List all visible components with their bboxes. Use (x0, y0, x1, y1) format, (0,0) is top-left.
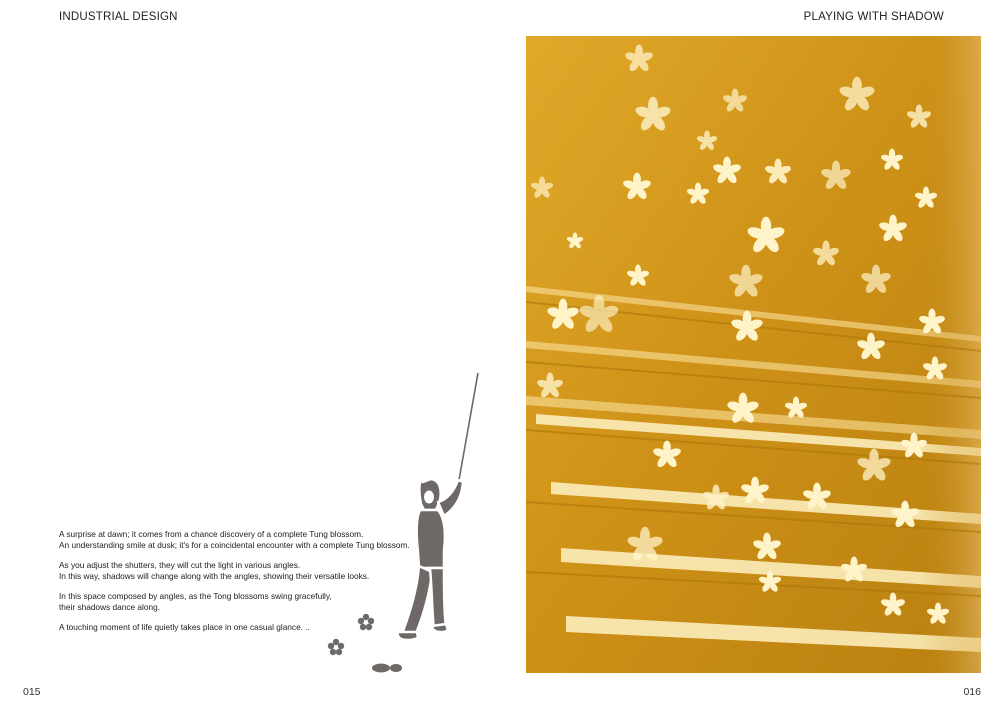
left-page-header: INDUSTRIAL DESIGN (59, 11, 178, 23)
paragraph-3: In this space composed by angles, as the Tong blossoms swing gracefully, their shadows dance along. (59, 591, 332, 612)
floor-blossom-1 (358, 614, 374, 630)
right-page-number: 016 (963, 686, 981, 698)
paragraph-4: A touching moment of life quietly takes place in one casual glance. .. (59, 622, 310, 632)
right-page-header: PLAYING WITH SHADOW (803, 11, 944, 23)
shutter-shadow-photo (526, 36, 981, 673)
shutter-edge-highlight (921, 36, 981, 673)
paragraph-2: As you adjust the shutters, they will cut the light in various angles. In this way, shadows will change along with the angles, showing their versatile looks. (59, 560, 370, 581)
floor-blossom-3 (372, 664, 402, 673)
face-shape (424, 491, 434, 504)
floor-blossom-shadows (328, 614, 402, 673)
pole-line (459, 373, 478, 480)
left-page-number: 015 (23, 686, 41, 698)
girl-with-pole-illustration (320, 368, 490, 680)
floor-blossom-2 (328, 639, 344, 655)
paragraph-1: A surprise at dawn; it comes from a chance discovery of a complete Tung blossom. An understanding smile at dusk; it's for a coincidental encounter with a complete Tung blossom. (59, 529, 410, 550)
